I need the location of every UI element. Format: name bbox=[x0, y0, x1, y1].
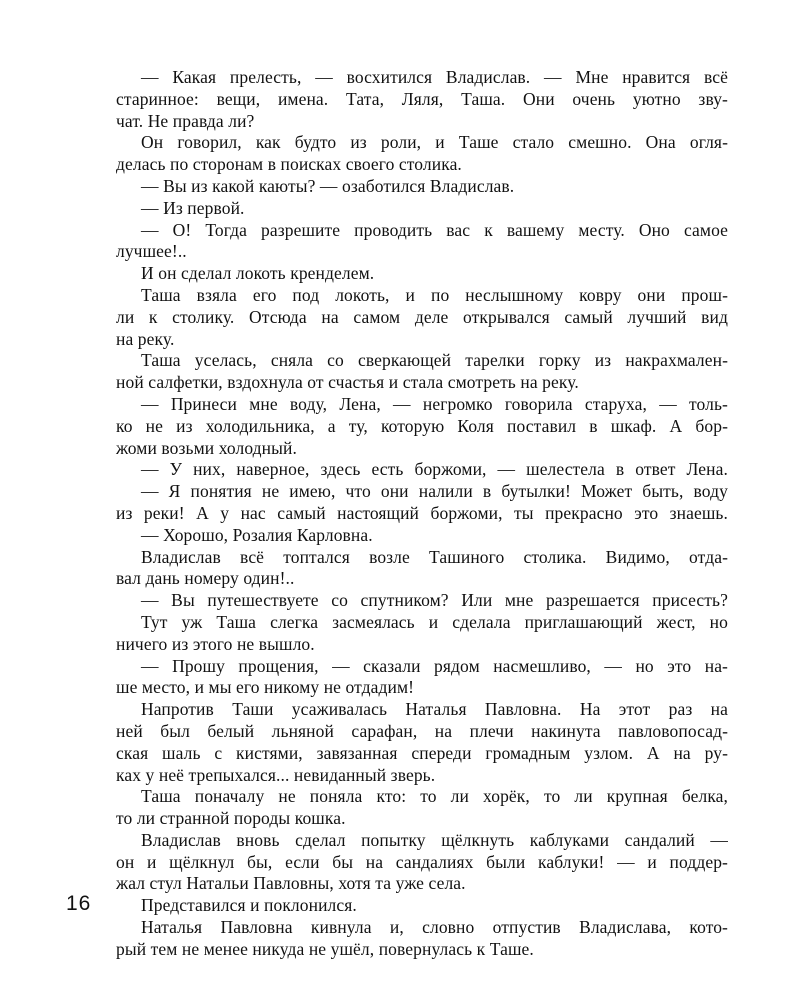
text-line: на реку. bbox=[116, 328, 175, 349]
text-line: Он говорил, как будто из роли, и Таше стало смешно. Она огля- bbox=[141, 132, 728, 153]
text-line: Таша взяла его под локоть, и по неслышному ковру они прош- bbox=[141, 284, 728, 305]
text-line: Напротив Таши усаживалась Наталья Павловна. На этот раз на bbox=[141, 699, 728, 720]
text-line: Владислав всё топтался возле Ташиного столика. Видимо, отда- bbox=[141, 546, 728, 567]
text-line: из реки! А у нас самый настоящий боржоми, ты прекрасно это знаешь. bbox=[116, 502, 728, 523]
text-line: ская шаль с кистями, завязанная спереди громадным узлом. А на ру- bbox=[116, 742, 728, 763]
text-line: Представился и поклонился. bbox=[141, 895, 357, 916]
text-line: ной салфетки, вздохнула от счастья и стала смотреть на реку. bbox=[116, 372, 579, 393]
text-line: жал стул Натальи Павловны, хотя та уже села. bbox=[116, 873, 466, 894]
text-line: ках у неё трепыхался... невиданный зверь. bbox=[116, 764, 436, 785]
text-line: жоми возьми холодный. bbox=[116, 437, 297, 458]
text-line: ли к столику. Отсюда на самом деле открывался самый лучший вид bbox=[116, 306, 728, 327]
text-line: — Хорошо, Розалия Карловна. bbox=[141, 524, 373, 545]
text-line: ней был белый льняной сарафан, на плечи накинута павловопосад- bbox=[116, 720, 728, 741]
text-line: делась по сторонам в поисках своего столика. bbox=[116, 154, 462, 175]
text-line: Владислав вновь сделал попытку щёлкнуть каблуками сандалий — bbox=[141, 829, 728, 850]
text-line: рый тем не менее никуда не ушёл, повернулась к Таше. bbox=[116, 938, 534, 959]
text-line: — Какая прелесть, — восхитился Владислав. — Мне нравится всё bbox=[141, 67, 728, 87]
text-line: — О! Тогда разрешите проводить вас к вашему месту. Оно самое bbox=[141, 219, 728, 240]
text-line: — Я понятия не имею, что они налили в бутылки! Может быть, воду bbox=[141, 481, 728, 502]
text-line: Тут уж Таша слегка засмеялась и сделала приглашающий жест, но bbox=[141, 611, 728, 632]
text-line: ничего из этого не вышло. bbox=[116, 633, 315, 654]
body-text bbox=[116, 67, 728, 961]
text-line: — Вы из какой каюты? — озаботился Владислав. bbox=[141, 175, 515, 196]
text-line: — Из первой. bbox=[141, 197, 245, 218]
text-line: Таша поначалу не поняла кто: то ли хорёк, то ли крупная белка, bbox=[141, 786, 728, 807]
text-line: он и щёлкнул бы, если бы на сандалиях были каблуки! — и поддер- bbox=[116, 851, 728, 872]
text-line: чат. Не правда ли? bbox=[116, 110, 255, 131]
text-line: лучшее!.. bbox=[116, 241, 187, 262]
text-line: вал дань номеру один!.. bbox=[116, 568, 295, 589]
text-line: — У них, наверное, здесь есть боржоми, — шелестела в ответ Лена. bbox=[141, 459, 728, 480]
text-line: ше место, и мы его никому не отдадим! bbox=[116, 677, 415, 698]
text-line: Наталья Павловна кивнула и, словно отпустив Владислава, кото- bbox=[141, 917, 728, 938]
page-number: 16 bbox=[66, 892, 92, 915]
text-line: Таша уселась, сняла со сверкающей тарелки горку из накрахмален- bbox=[141, 350, 728, 371]
text-line: — Вы путешествуете со спутником? Или мне разрешается присесть? bbox=[141, 590, 728, 611]
text-line: то ли странной породы кошка. bbox=[116, 808, 346, 829]
text-line: ко не из холодильника, а ту, которую Коля поставил в шкаф. А бор- bbox=[116, 415, 728, 436]
text-line: — Прошу прощения, — сказали рядом насмешливо, — но это на- bbox=[141, 655, 728, 676]
text-line: старинное: вещи, имена. Тата, Ляля, Таша. Они очень уютно зву- bbox=[116, 88, 728, 109]
text-line: — Принеси мне воду, Лена, — негромко говорила старуха, — толь- bbox=[141, 393, 728, 414]
text-line: И он сделал локоть кренделем. bbox=[141, 263, 375, 284]
